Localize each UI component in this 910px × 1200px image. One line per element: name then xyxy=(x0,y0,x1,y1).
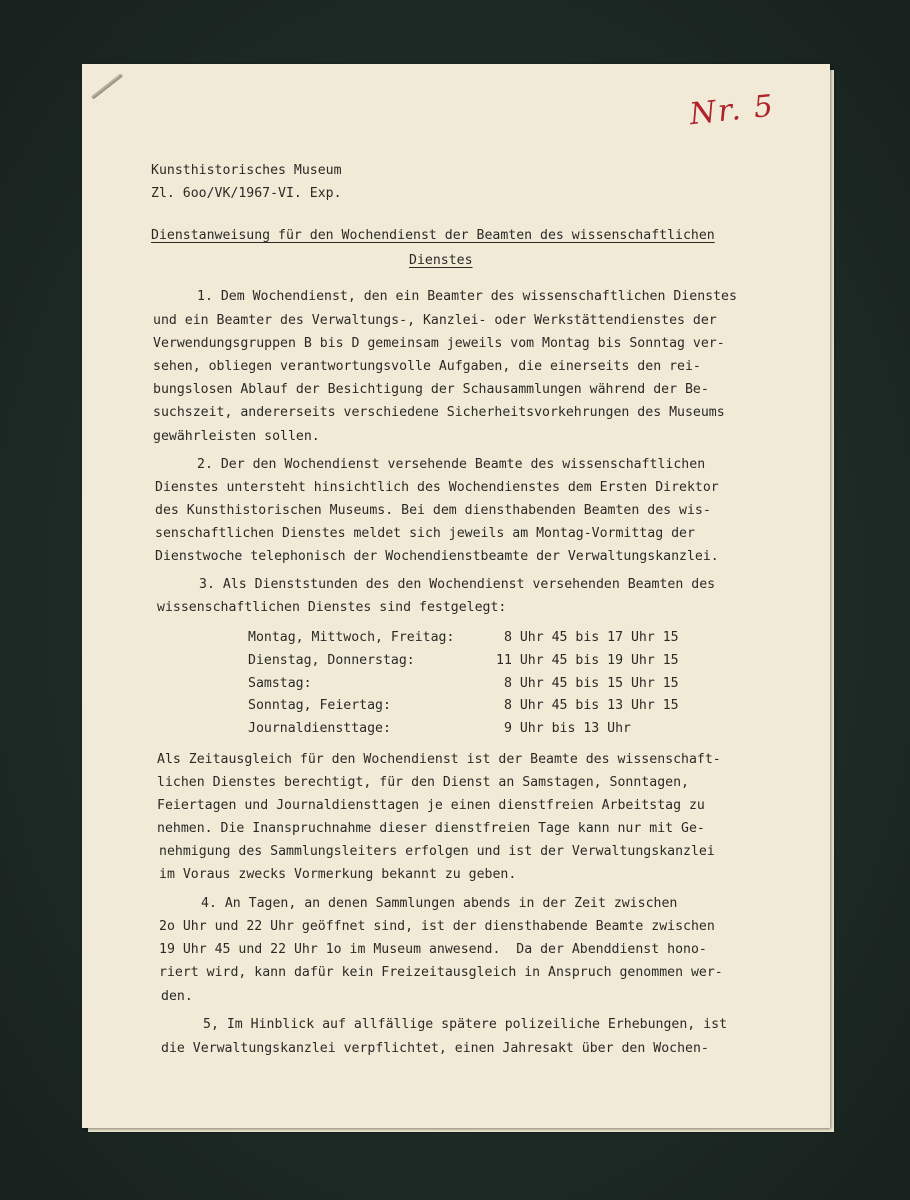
schedule-hours: 8 Uhr 45 bis 15 Uhr 15 xyxy=(496,676,679,691)
paragraph-1-line: 1. Dem Wochendienst, den ein Beamter des wissenschaftlichen Dienstes xyxy=(197,289,737,304)
schedule-days: Journaldiensttage: xyxy=(248,721,391,736)
reference-number: Zl. 6oo/VK/1967-VI. Exp. xyxy=(151,186,342,201)
schedule-days: Samstag: xyxy=(248,676,312,691)
schedule-days: Montag, Mittwoch, Freitag: xyxy=(248,630,455,645)
handwritten-page-number: Nr. 5 xyxy=(687,88,777,133)
schedule-days: Sonntag, Feiertag: xyxy=(248,698,391,713)
paragraph-4-line: 2o Uhr und 22 Uhr geöffnet sind, ist der diensthabende Beamte zwischen xyxy=(159,919,715,934)
paragraph-2-line: Dienstwoche telephonisch der Wochendienstbeamte der Verwaltungskanzlei. xyxy=(155,549,719,564)
paragraph-3b-line: Feiertagen und Journaldiensttagen je einen dienstfreien Arbeitstag zu xyxy=(157,798,705,813)
schedule-hours: 8 Uhr 45 bis 17 Uhr 15 xyxy=(496,630,679,645)
paragraph-3b-line: nehmen. Die Inanspruchnahme dieser dienstfreien Tage kann nur mit Ge- xyxy=(157,821,705,836)
paragraph-1-line: suchszeit, andererseits verschiedene Sicherheitsvorkehrungen des Museums xyxy=(153,405,725,420)
paragraph-1-line: bungslosen Ablauf der Besichtigung der Schausammlungen während der Be- xyxy=(153,382,709,397)
paragraph-1-line: sehen, obliegen verantwortungsvolle Aufgaben, die einerseits den rei- xyxy=(153,359,701,374)
paragraph-3b-line: nehmigung des Sammlungsleiters erfolgen und ist der Verwaltungskanzlei xyxy=(159,844,715,859)
paragraph-3b-line: lichen Dienstes berechtigt, für den Dienst an Samstagen, Sonntagen, xyxy=(157,775,689,790)
paragraph-5-line: die Verwaltungskanzlei verpflichtet, einen Jahresakt über den Wochen- xyxy=(161,1041,709,1056)
schedule-hours: 9 Uhr bis 13 Uhr xyxy=(496,721,631,736)
paragraph-2-line: 2. Der den Wochendienst versehende Beamte des wissenschaftlichen xyxy=(197,457,706,472)
paragraph-2-line: des Kunsthistorischen Museums. Bei dem diensthabenden Beamten des wis- xyxy=(155,503,711,518)
paragraph-4-line: den. xyxy=(161,989,193,1004)
paragraph-5-line: 5, Im Hinblick auf allfällige spätere polizeiliche Erhebungen, ist xyxy=(203,1017,728,1032)
schedule-hours: 8 Uhr 45 bis 13 Uhr 15 xyxy=(496,698,679,713)
paragraph-2-line: senschaftlichen Dienstes meldet sich jeweils am Montag-Vormittag der xyxy=(155,526,695,541)
document-title-line-2: Dienstes xyxy=(409,253,473,268)
paragraph-4-line: 19 Uhr 45 und 22 Uhr 1o im Museum anwesend. Da der Abenddienst hono- xyxy=(159,942,707,957)
document-title-line-1: Dienstanweisung für den Wochendienst der Beamten des wissenschaftlichen xyxy=(151,228,715,243)
paragraph-1-line: gewährleisten sollen. xyxy=(153,429,320,444)
paragraph-2-line: Dienstes untersteht hinsichtlich des Wochendienstes dem Ersten Direktor xyxy=(155,480,719,495)
schedule-hours: 11 Uhr 45 bis 19 Uhr 15 xyxy=(496,653,679,668)
paragraph-3b-line: im Voraus zwecks Vormerkung bekannt zu geben. xyxy=(159,867,517,882)
paragraph-3b-line: Als Zeitausgleich für den Wochendienst ist der Beamte des wissenschaft- xyxy=(157,752,721,767)
paragraph-4-line: riert wird, kann dafür kein Freizeitausgleich in Anspruch genommen wer- xyxy=(159,965,723,980)
paragraph-1-line: Verwendungsgruppen B bis D gemeinsam jeweils vom Montag bis Sonntag ver- xyxy=(153,336,725,351)
schedule-days: Dienstag, Donnerstag: xyxy=(248,653,415,668)
paragraph-3-line: wissenschaftlichen Dienstes sind festgelegt: xyxy=(157,600,507,615)
paragraph-3-line: 3. Als Dienststunden des den Wochendienst versehenden Beamten des xyxy=(199,577,716,592)
paragraph-4-line: 4. An Tagen, an denen Sammlungen abends in der Zeit zwischen xyxy=(201,896,678,911)
institution-name: Kunsthistorisches Museum xyxy=(151,163,342,178)
paragraph-1-line: und ein Beamter des Verwaltungs-, Kanzlei- oder Werkstättendienstes der xyxy=(153,313,717,328)
